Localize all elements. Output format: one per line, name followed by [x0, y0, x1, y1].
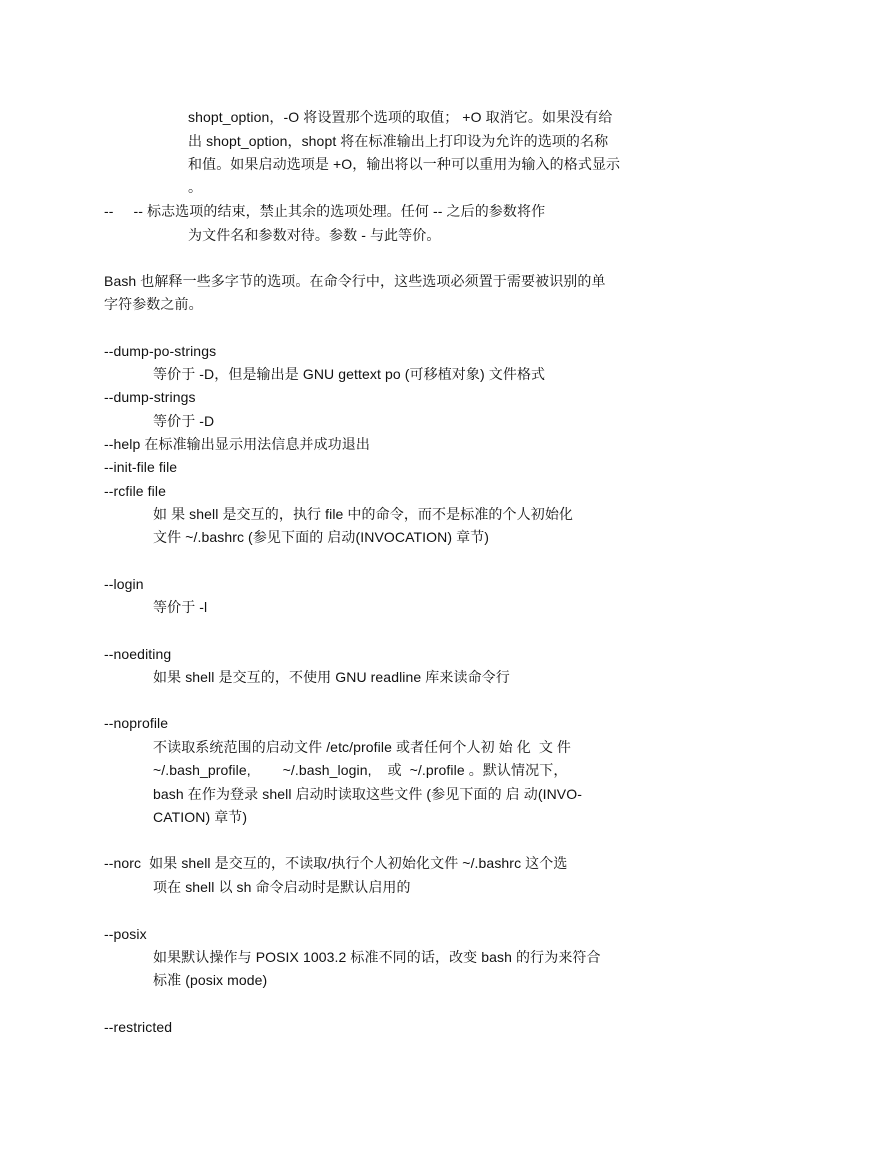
option-name: --login [104, 576, 144, 592]
option-name: --noprofile [104, 715, 169, 731]
option-description: 等价于 -D [153, 413, 215, 429]
option-name: --rcfile file [104, 483, 166, 499]
text-line: 为文件名和参数对待。参数 - 与此等价。 [188, 227, 441, 243]
option-description: CATION) 章节) [153, 809, 248, 825]
option-name: --dump-strings [104, 389, 196, 405]
text-line: shopt_option，-O 将设置那个选项的取值； +O 取消它。如果没有给 [188, 109, 613, 125]
option-description: 不读取系统范围的启动文件 /etc/profile 或者任何个人初 始 化 文 件 [153, 739, 572, 755]
option-description: 文件 ~/.bashrc (参见下面的 启动(INVOCATION) 章节) [153, 529, 490, 545]
option-name: --dump-po-strings [104, 343, 217, 359]
option-description: 如果默认操作与 POSIX 1003.2 标准不同的话，改变 bash 的行为来符合 [153, 949, 601, 965]
text-line: Bash 也解释一些多字节的选项。在命令行中，这些选项必须置于需要被识别的单 [104, 273, 606, 289]
text-line: 出 shopt_option，shopt 将在标准输出上打印设为允许的选项的名称 [188, 133, 609, 149]
option-description: 如果 shell 是交互的，不使用 GNU readline 库来读命令行 [153, 669, 510, 685]
option-description: 标准 (posix mode) [153, 972, 268, 988]
text-line: 。 [188, 179, 203, 195]
option-name: --help 在标准输出显示用法信息并成功退出 [104, 436, 370, 452]
option-name: --restricted [104, 1019, 173, 1035]
option-description: 等价于 -l [153, 599, 208, 615]
option-description: 等价于 -D，但是输出是 GNU gettext po (可移植对象) 文件格式 [153, 366, 546, 382]
option-name: --init-file file [104, 459, 178, 475]
option-name: --norc 如果 shell 是交互的，不读取/执行个人初始化文件 ~/.bashrc 这个选 [104, 855, 568, 871]
option-name: --noediting [104, 646, 172, 662]
option-description: bash 在作为登录 shell 启动时读取这些文件 (参见下面的 启 动(INVO- [153, 786, 583, 802]
text-line: 和值。如果启动选项是 +O，输出将以一种可以重用为输入的格式显示 [188, 156, 621, 172]
option-description: 项在 shell 以 sh 命令启动时是默认启用的 [153, 879, 411, 895]
option-description: ~/.bash_profile, ~/.bash_login, 或 ~/.profile 。默认情况下， [153, 762, 568, 778]
option-name: --posix [104, 926, 147, 942]
text-line: -- -- 标志选项的结束，禁止其余的选项处理。任何 -- 之后的参数将作 [104, 203, 546, 219]
text-line: 字符参数之前。 [104, 296, 203, 312]
option-description: 如 果 shell 是交互的，执行 file 中的命令，而不是标准的个人初始化 [153, 506, 574, 522]
